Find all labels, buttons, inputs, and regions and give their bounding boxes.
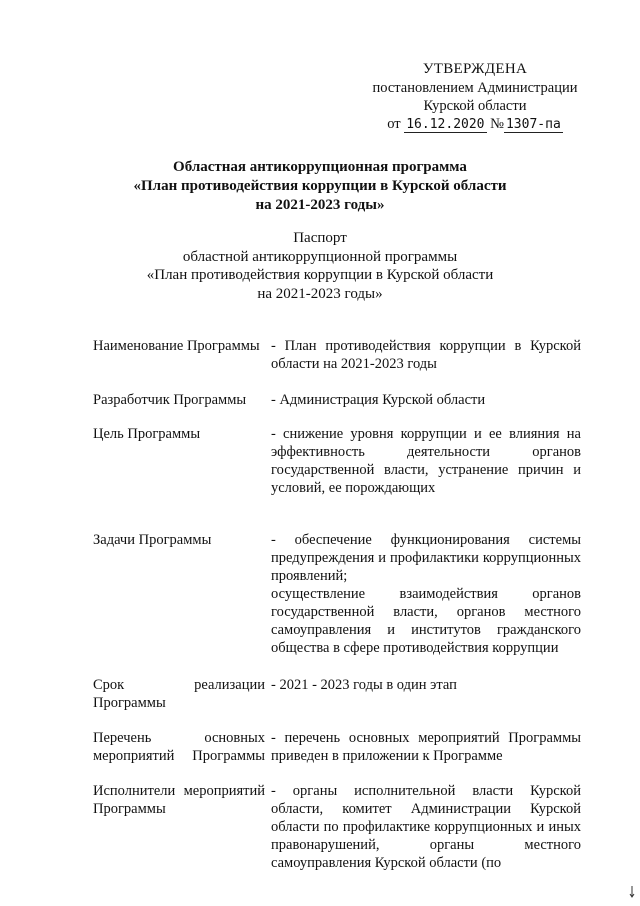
row-value xyxy=(271,337,581,373)
row-executors xyxy=(93,782,581,872)
approval-stamp xyxy=(360,60,590,134)
number-prefix: № xyxy=(490,116,504,132)
row-term xyxy=(93,676,581,712)
approval-dateline xyxy=(360,115,590,134)
program-title-line-3: на 2021-2023 годы» xyxy=(255,197,385,213)
row-goal xyxy=(93,425,581,497)
row-value-text: - обеспечение функционирования системы предупреждения и профилактики коррупционных проявлений; xyxy=(271,532,581,584)
approval-date: 16.12.2020 xyxy=(406,117,485,132)
row-value-text: - органы исполнительной власти Курской области, комитет Администрации Курской области по профилактике коррупционных и иных правонарушений, органы местного самоуправления Курской области (по xyxy=(271,783,581,871)
approval-number: 1307-па xyxy=(505,117,561,132)
row-label: Исполнители мероприятий Программы xyxy=(93,783,265,817)
row-label: Задачи Программы xyxy=(93,532,212,548)
approval-line-1: постановлением Администрации xyxy=(372,80,578,96)
row-value-text: осуществление взаимодействия органов государственной власти, органов местного самоуправления и институтов гражданского общества в сфере противодействия коррупции xyxy=(271,586,581,656)
passport-title-line-1: Паспорт xyxy=(293,230,347,246)
row-label: Наименование Программы xyxy=(93,338,260,354)
row-label: Цель Программы xyxy=(93,426,201,442)
row-value-text: - перечень основных мероприятий Программы приведен в приложении к Программе xyxy=(271,730,581,764)
passport-title-line-2: областной антикоррупционной программы xyxy=(182,248,458,265)
row-developer xyxy=(93,391,581,409)
passport-title-line-3: «План противодействия коррупции в Курской области xyxy=(146,267,494,283)
row-value xyxy=(271,391,581,409)
row-name xyxy=(93,337,581,373)
row-value-text: - План противодействия коррупции в Курской области на 2021-2023 годы xyxy=(271,338,581,372)
row-value xyxy=(271,531,581,657)
program-title-line-1: Областная антикоррупционная программа xyxy=(173,159,467,175)
scan-mark-icon xyxy=(628,885,636,899)
approval-title: УТВЕРЖДЕНА xyxy=(422,61,528,77)
row-label: Срок реализации Программы xyxy=(93,677,265,711)
row-measures xyxy=(93,729,581,765)
date-prefix: от xyxy=(387,116,401,132)
row-label: Разработчик Программы xyxy=(93,392,247,408)
row-value xyxy=(271,729,581,765)
row-label: Перечень основных мероприятий Программы xyxy=(93,730,265,764)
row-tasks xyxy=(93,531,581,657)
passport-title xyxy=(80,229,560,303)
program-title-line-2: «План противодействия коррупции в Курской области xyxy=(133,178,507,194)
row-value-text: - Администрация Курской области xyxy=(271,392,486,408)
program-title xyxy=(80,158,560,215)
row-value xyxy=(271,782,581,872)
passport-title-line-4: на 2021-2023 годы» xyxy=(257,285,383,302)
approval-line-2: Курской области xyxy=(423,98,527,114)
row-value-text: - 2021 - 2023 годы в один этап xyxy=(271,677,457,693)
row-value xyxy=(271,676,581,712)
row-value xyxy=(271,425,581,497)
row-value-text: - снижение уровня коррупции и ее влияния на эффективность деятельности органов государственной власти, устранение причин и условий, ее порождающих xyxy=(271,426,581,496)
passport-table xyxy=(93,337,581,872)
